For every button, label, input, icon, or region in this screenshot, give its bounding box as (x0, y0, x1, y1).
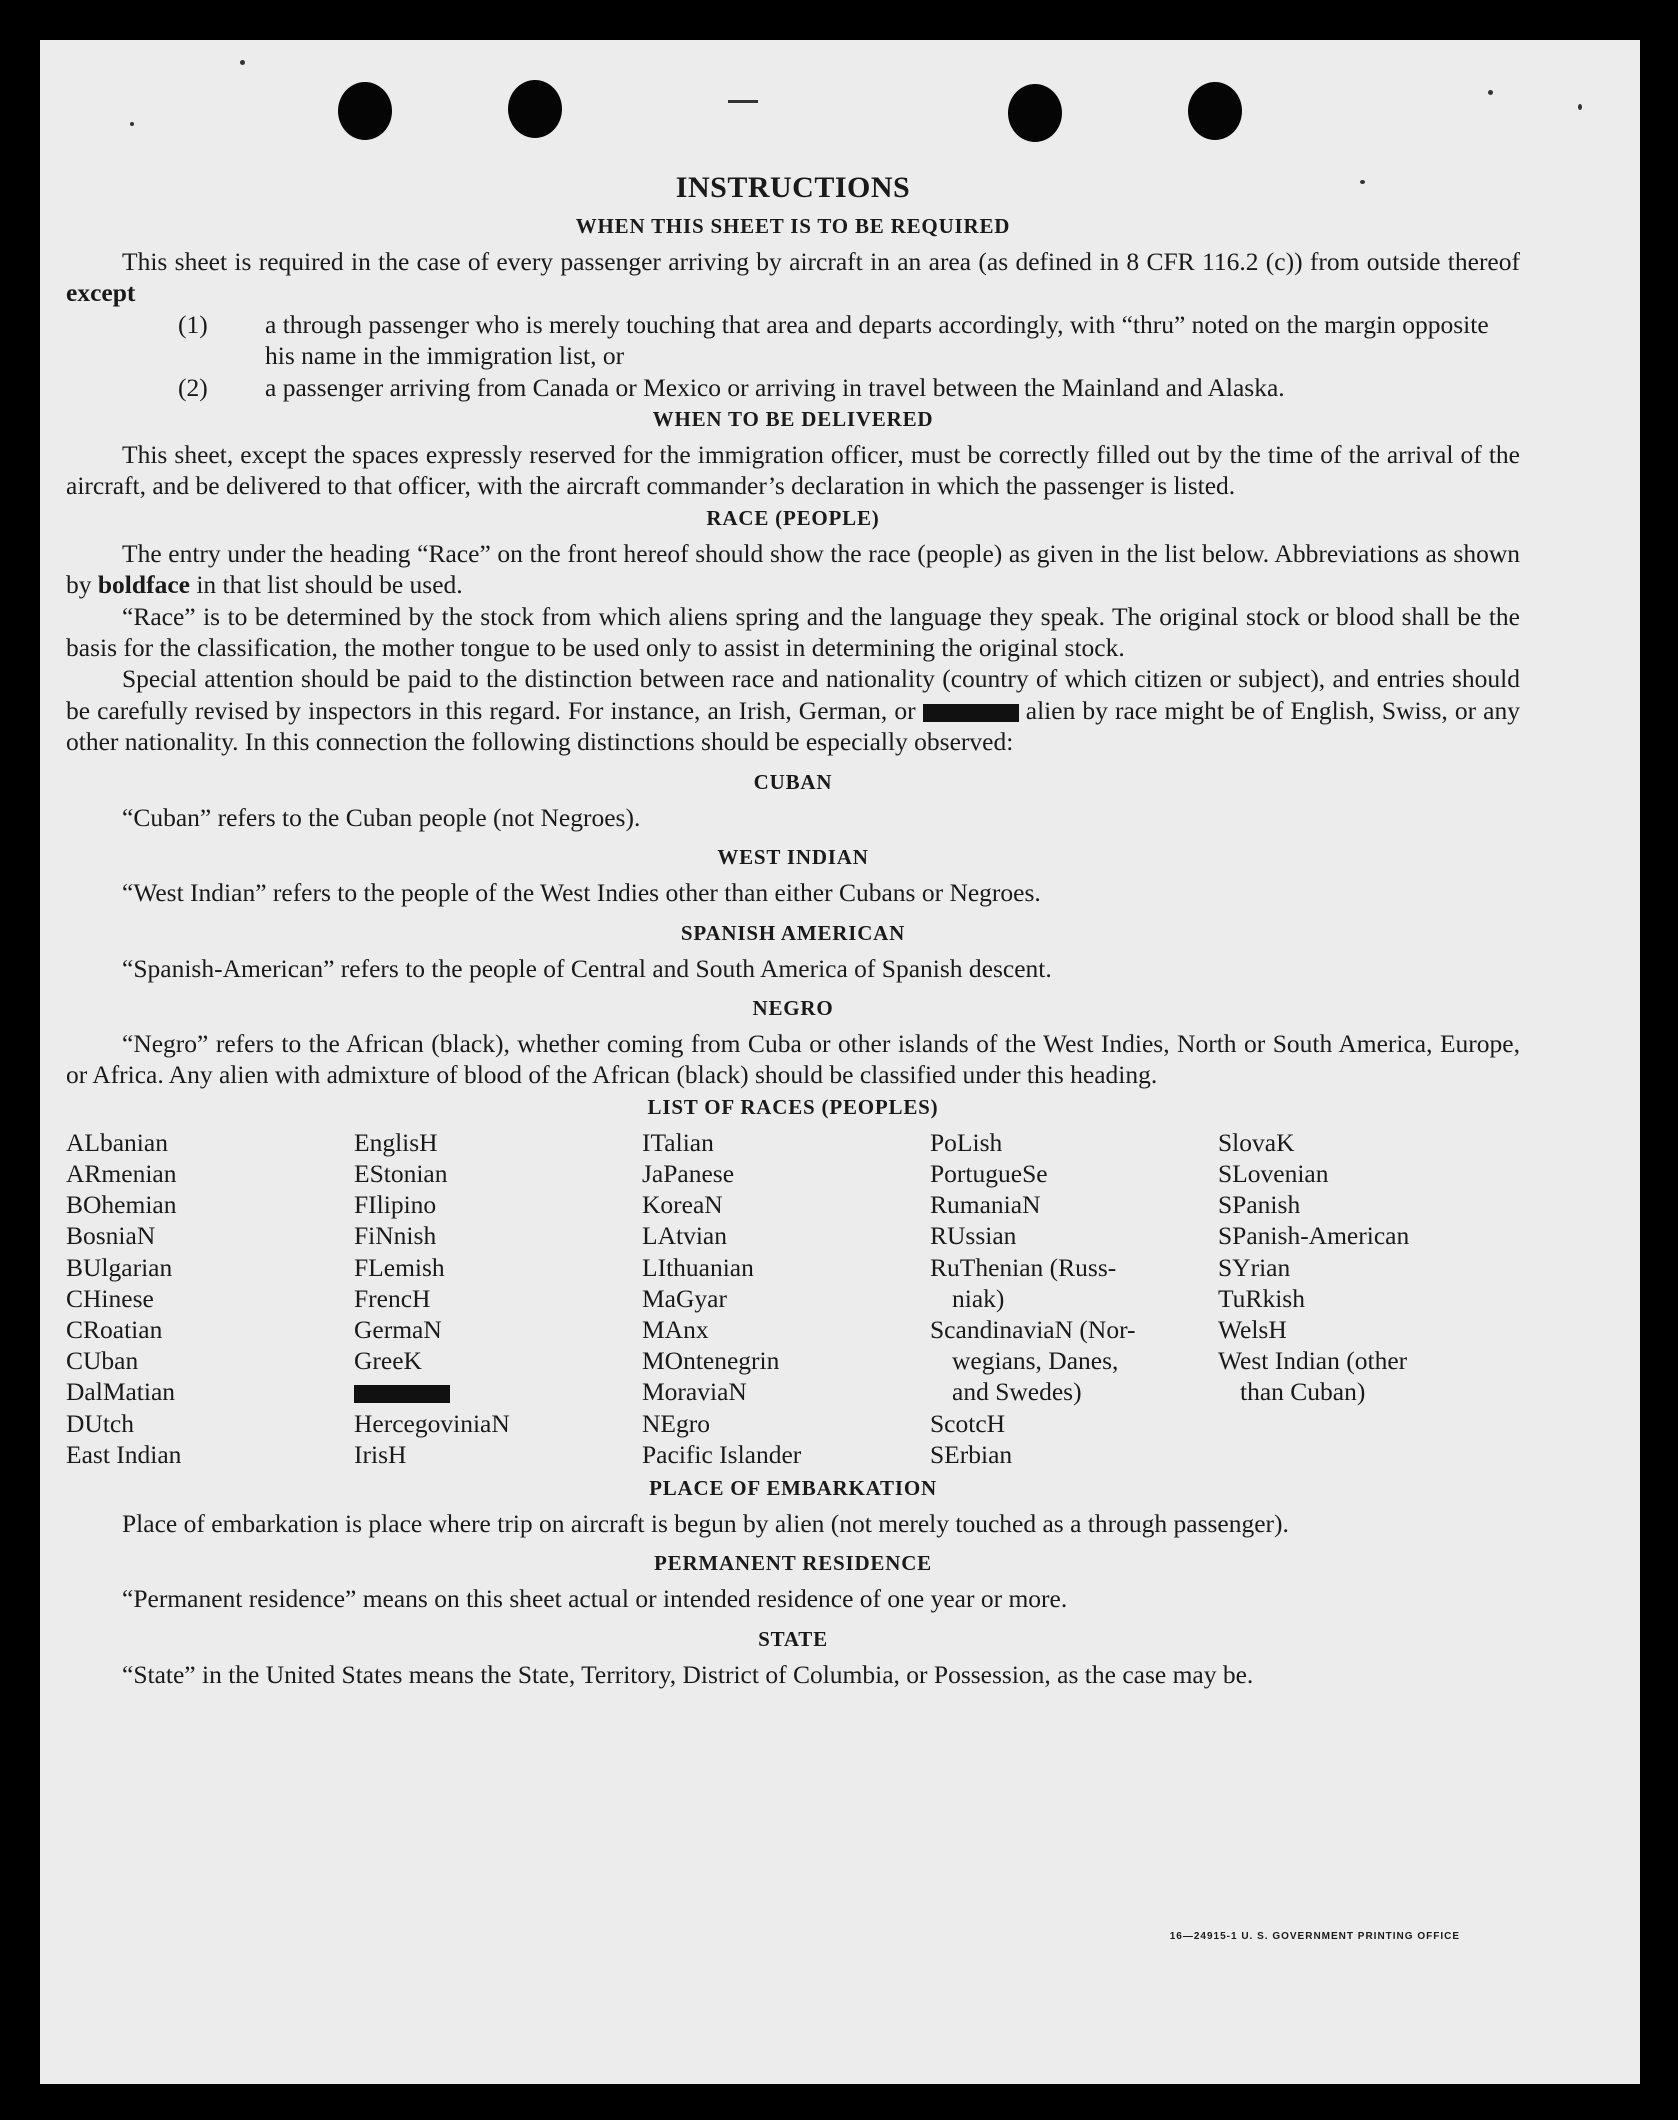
list-item: FrencH (354, 1283, 431, 1313)
paragraph: “Negro” refers to the African (black), whether coming from Cuba or other islands of the West Indies, North or South America, Europe, or Africa. Any alien with admixture of blood of the African (black) should be classified under this heading. (66, 1028, 1520, 1090)
paragraph: “State” in the United States means the State, Territory, District of Columbia, or Possession, as the case may be. (122, 1659, 1254, 1689)
section-heading: WHEN TO BE DELIVERED (652, 407, 934, 432)
redaction-mark (923, 704, 1019, 722)
list-item: WelsH (1218, 1314, 1287, 1344)
section-heading: WEST INDIAN (717, 845, 869, 870)
list-item: ITalian (642, 1127, 714, 1157)
paragraph: This sheet is required in the case of every passenger arriving by aircraft in an area (as defined in 8 CFR 116.2 (c)) from outside thereof except (66, 247, 1520, 308)
ink-speck (1578, 104, 1582, 110)
race-list (66, 1127, 1520, 1470)
list-item: (1) a through passenger who is merely touching that area and departs accordingly, with “thru” noted on the margin opposite his name in the immigration list, or (178, 309, 1489, 371)
race-column (354, 1127, 642, 1470)
paragraph: This sheet, except the spaces expressly reserved for the immigration officer, must be correctly filled out by the time of the arrival of the aircraft, and be delivered to that officer, with the aircraft commander’s declaration in which the passenger is listed. (66, 440, 1520, 501)
list-item: KoreaN (642, 1190, 723, 1220)
list-item: LAtvian (642, 1221, 727, 1251)
list-item: GermaN (354, 1314, 442, 1344)
punch-hole (1008, 84, 1062, 142)
list-item: ScandinaviaN (Nor- wegians, Danes, and Swedes) (930, 1314, 1136, 1407)
list-item: EnglisH (354, 1127, 438, 1157)
list-item: GreeK (354, 1346, 422, 1376)
list-item: SYrian (1218, 1252, 1291, 1282)
list-item: RuThenian (Russ- niak) (930, 1252, 1117, 1313)
ink-speck (130, 122, 134, 126)
punch-hole (338, 82, 392, 140)
punch-hole (1188, 82, 1242, 140)
paragraph: “Race” is to be determined by the stock from which aliens spring and the language they speak. The original stock or blood shall be the basis for the classification, the mother tongue to be used only to assist in determining the original stock. (66, 601, 1520, 663)
list-item: PortugueSe (930, 1158, 1048, 1188)
list-item: (2) a passenger arriving from Canada or Mexico or arriving in travel between the Mainland and Alaska. (178, 372, 1285, 402)
race-column (66, 1127, 354, 1470)
list-item: EStonian (354, 1158, 448, 1188)
document-page (40, 40, 1640, 2084)
list-item: LIthuanian (642, 1252, 754, 1282)
list-item: MAnx (642, 1314, 709, 1344)
punch-hole (508, 80, 562, 138)
race-column (930, 1127, 1218, 1470)
paragraph: “West Indian” refers to the people of the West Indies other than either Cubans or Negroes. (122, 878, 1041, 908)
list-item: IrisH (354, 1439, 407, 1469)
ink-speck (1488, 90, 1493, 95)
section-heading: CUBAN (753, 769, 833, 794)
list-item: MoraviaN (642, 1377, 747, 1407)
list-item: TuRkish (1218, 1283, 1305, 1313)
list-item: SPanish (1218, 1190, 1301, 1220)
redaction-mark (354, 1385, 450, 1403)
list-item: ScotcH (930, 1408, 1006, 1438)
list-item: FIlipino (354, 1190, 437, 1220)
section-heading: PLACE OF EMBARKATION (649, 1475, 937, 1500)
section-heading: WHEN THIS SHEET IS TO BE REQUIRED (575, 214, 1011, 238)
paragraph: “Spanish-American” refers to the people of Central and South America of Spanish descent. (122, 953, 1052, 983)
list-item: BosniaN (66, 1221, 156, 1251)
list-item: SLovenian (1218, 1158, 1329, 1188)
list-item: CHinese (66, 1283, 154, 1313)
list-item: JaPanese (642, 1158, 735, 1188)
paragraph: “Permanent residence” means on this sheet actual or intended residence of one year or more. (122, 1584, 1068, 1614)
list-item: FiNnish (354, 1221, 437, 1251)
paragraph: “Cuban” refers to the Cuban people (not Negroes). (122, 802, 641, 832)
list-item: BOhemian (66, 1190, 177, 1220)
list-item: RumaniaN (930, 1190, 1041, 1220)
list-item: RUssian (930, 1221, 1017, 1251)
list-item: CUban (66, 1346, 139, 1376)
list-item: ALbanian (66, 1127, 168, 1157)
list-item: PoLish (930, 1127, 1003, 1157)
list-item: East Indian (66, 1439, 182, 1469)
list-item (354, 1376, 642, 1407)
list-item: FLemish (354, 1252, 445, 1282)
page-title: INSTRUCTIONS (675, 171, 911, 204)
race-column (1218, 1127, 1520, 1470)
paragraph: The entry under the heading “Race” on the front hereof should show the race (people) as given in the list below. Abbreviations as shown by boldface in that list should be used. (66, 538, 1520, 600)
paragraph: Place of embarkation is place where trip on aircraft is begun by alien (not merely touched as a through passenger). (122, 1508, 1289, 1538)
instructions-body (66, 170, 1520, 1690)
paragraph: Special attention should be paid to the distinction between race and nationality (country of which citizen or subject), and entries should be carefully revised by inspectors in this regard. For instance, an Irish, German, or alien by race might be of English, Swiss, or any other nationality. In this connection the following distinctions should be especially observed: (66, 664, 1520, 757)
section-heading: PERMANENT RESIDENCE (654, 1551, 932, 1576)
list-item: CRoatian (66, 1314, 163, 1344)
list-item: West Indian (other than Cuban) (1218, 1346, 1408, 1407)
section-heading: SPANISH AMERICAN (680, 920, 906, 945)
section-heading: STATE (758, 1626, 828, 1651)
list-item: BUlgarian (66, 1252, 173, 1282)
race-column (642, 1127, 930, 1470)
list-item: MOntenegrin (642, 1346, 780, 1376)
list-item: SPanish-American (1218, 1221, 1410, 1251)
list-item: ARmenian (66, 1158, 177, 1188)
list-item: SErbian (930, 1439, 1013, 1469)
ink-speck (240, 60, 245, 65)
section-heading: LIST OF RACES (PEOPLES) (647, 1094, 939, 1119)
list-item: HercegoviniaN (354, 1408, 510, 1438)
ink-speck (728, 100, 758, 103)
section-heading: RACE (PEOPLE) (706, 505, 880, 530)
printer-imprint: 16—24915-1 U. S. GOVERNMENT PRINTING OFFICE (1169, 1931, 1460, 1942)
section-heading: NEGRO (752, 995, 834, 1020)
list-item: NEgro (642, 1408, 710, 1438)
list-item: DUtch (66, 1408, 134, 1438)
list-item: DalMatian (66, 1377, 176, 1407)
list-item: MaGyar (642, 1283, 727, 1313)
list-item: Pacific Islander (642, 1439, 802, 1469)
list-item: SlovaK (1218, 1127, 1295, 1157)
